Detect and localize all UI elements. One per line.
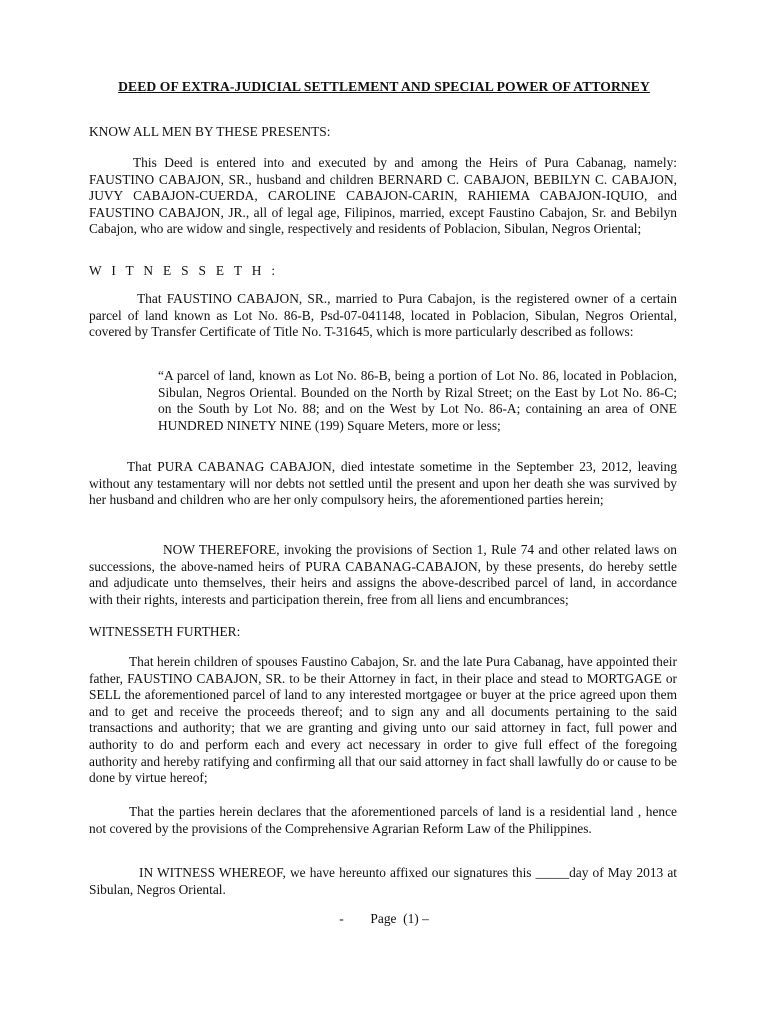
document-title: DEED OF EXTRA-JUDICIAL SETTLEMENT AND SPECIAL POWER OF ATTORNEY xyxy=(118,79,650,94)
page-footer: - Page (1) – xyxy=(339,911,429,926)
attorney-paragraph: That herein children of spouses Faustino Cabajon, Sr. and the late Pura Cabanag, have appointed their father, FAUSTINO CABAJON, SR. to be their Attorney in fact, in their place and stead to MORTGAGE or SELL the aforementioned parcel of land to any interested mortgagee or buyer at the price agreed upon them and to get and receive the proceeds thereof; and to sign any and all documents pertaining to the said transactions and authority; that we are granting and giving unto our said attorney in fact, full power and authority to do and perform each and every act necessary in order to give full effect of the foregoing authority and hereby ratifying and confirming all that our said attorney in fact shall lawfully do or cause to be done by virtue hereof; xyxy=(89,654,677,786)
death-paragraph: That PURA CABANAG CABAJON, died intestate sometime in the September 23, 2012, leaving without any testamentary will nor debts not settled until the present and upon her death she was survived by her husband and children who are her only compulsory heirs, the aforementioned parties herein; xyxy=(89,459,677,508)
residential-paragraph: That the parties herein declares that the aforementioned parcels of land is a residential land , hence not covered by the provisions of the Comprehensive Agrarian Reform Law of the Philippines. xyxy=(89,804,677,836)
salutation: KNOW ALL MEN BY THESE PRESENTS: xyxy=(89,124,331,139)
now-therefore-paragraph: NOW THEREFORE, invoking the provisions of Section 1, Rule 74 and other related laws on successions, the above-named heirs of PURA CABANAG-CABAJON, by these presents, do hereby settle and adjudicate unto themselves, their heirs and assigns the above-described parcel of land, in accordance with their rights, interests and participation therein, free from all liens and encumbrances; xyxy=(89,542,677,607)
witnesseth-heading: W I T N E S S E T H : xyxy=(89,263,279,278)
intro-paragraph: This Deed is entered into and executed by and among the Heirs of Pura Cabanag, namely: FAUSTINO CABAJON, SR., husband and children BERNARD C. CABAJON, BEBILYN C. CABAJON, JUVY CABAJON-CUERDA, CAROLINE CABAJON-CARIN, RAHIEMA CABAJON-IQUIO, and FAUSTINO CABAJON, JR., all of legal age, Filipinos, married, except Faustino Cabajon, Sr. and Bebilyn Cabajon, who are widow and single, respectively and residents of Poblacion, Sibulan, Negros Oriental; xyxy=(89,155,677,237)
witnesseth-further-heading: WITNESSETH FURTHER: xyxy=(89,624,241,639)
ownership-paragraph: That FAUSTINO CABAJON, SR., married to Pura Cabajon, is the registered owner of a certain parcel of land known as Lot No. 86-B, Psd-07-041148, located in Poblacion, Sibulan, Negros Oriental, covered by Transfer Certificate of Title No. T-31645, which is more particularly described as follows: xyxy=(89,291,677,340)
witness-whereof-paragraph: IN WITNESS WHEREOF, we have hereunto affixed our signatures this _____day of May 2013 at Sibulan, Negros Oriental. xyxy=(89,865,677,897)
land-description: “A parcel of land, known as Lot No. 86-B, being a portion of Lot No. 86, located in Poblacion, Sibulan, Negros Oriental. Bounded on the North by Rizal Street; on the East by Lot No. 86-C; on the South by Lot No. 88; and on the West by Lot No. 86-A; containing an area of ONE HUNDRED NINETY NINE (199) Square Meters, more or less; xyxy=(158,368,677,433)
